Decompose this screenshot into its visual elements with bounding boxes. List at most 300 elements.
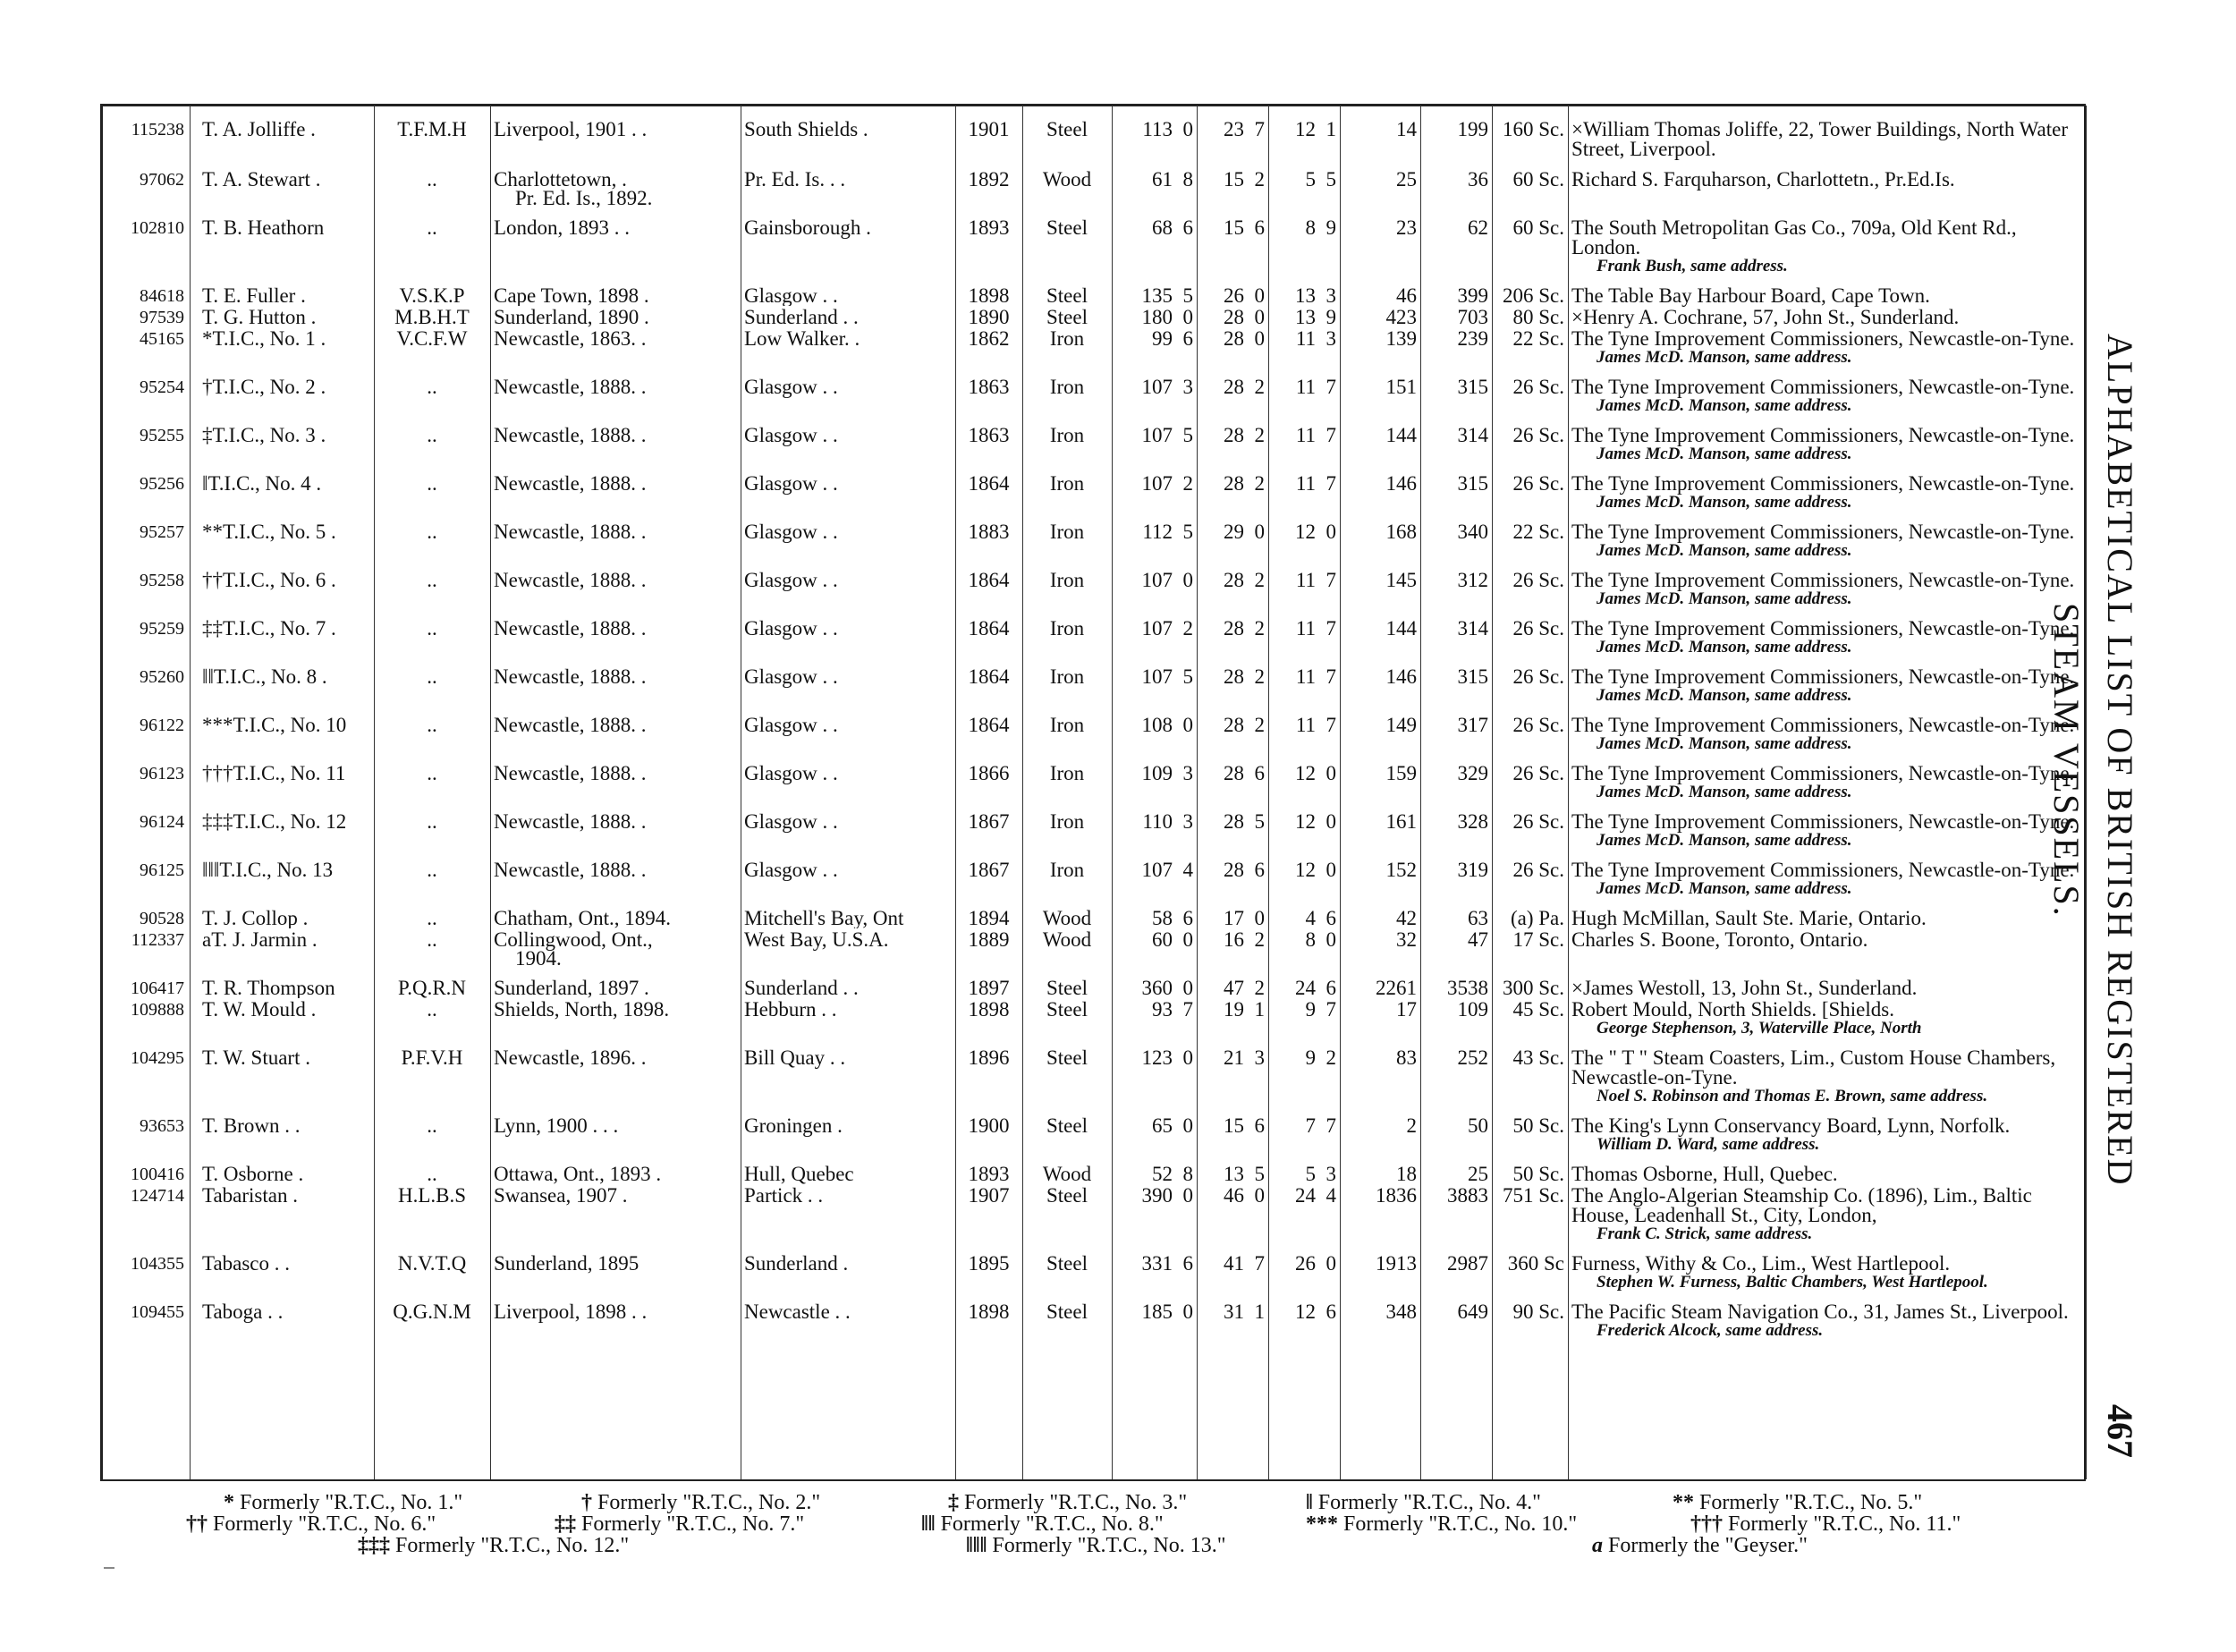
- length: [1112, 512, 1197, 560]
- built-at: Glasgow . .: [744, 617, 838, 640]
- length-ft: 109: [1141, 762, 1173, 784]
- official-number: 45165: [140, 329, 184, 349]
- horse-power: 751 Sc.: [1503, 1184, 1564, 1207]
- signal-letters: H.L.B.S: [397, 1184, 467, 1207]
- owner: [1568, 1243, 2084, 1292]
- net-tonnage: 32: [1396, 928, 1417, 951]
- port-of-registry: [490, 159, 741, 208]
- port-of-registry: [490, 968, 741, 998]
- signal-letters: ..: [427, 376, 437, 398]
- signal-letters: ..: [427, 168, 437, 191]
- depth-ft: 11: [1295, 376, 1316, 398]
- port-of-registry: [490, 109, 741, 159]
- net-tonnage: 2: [1406, 1114, 1417, 1137]
- breadth-in: 2: [1254, 424, 1265, 446]
- port-line: Newcastle, 1888. .: [494, 521, 647, 543]
- official-number: 95258: [140, 571, 184, 590]
- owner: [1568, 968, 2084, 998]
- depth: [1268, 1243, 1340, 1292]
- built-at: Partick . .: [744, 1184, 824, 1207]
- gross-tonnage: 315: [1457, 472, 1488, 495]
- depth-ft: 5: [1305, 168, 1316, 191]
- length-in: 5: [1182, 424, 1193, 446]
- breadth-in: 2: [1254, 977, 1265, 998]
- length: [1112, 898, 1197, 928]
- footnote: ‖‖‖ Formerly "R.T.C., No. 13.": [966, 1534, 1226, 1557]
- horse-power: 26 Sc.: [1512, 617, 1564, 640]
- length-in: 2: [1182, 472, 1193, 495]
- horse-power: 26 Sc.: [1512, 424, 1564, 446]
- built-at: Glasgow . .: [744, 284, 838, 306]
- net-tonnage: 161: [1385, 810, 1417, 833]
- horse-power: 17 Sc.: [1512, 928, 1564, 951]
- managing-owner: James McD. Manson, same address.: [1597, 493, 1852, 512]
- depth-in: 6: [1326, 1300, 1336, 1323]
- port-of-registry: [490, 801, 741, 850]
- length-in: 0: [1182, 977, 1193, 998]
- depth: [1268, 208, 1340, 275]
- breadth-ft: 47: [1224, 977, 1244, 998]
- depth-ft: 4: [1305, 907, 1316, 928]
- hull-material: Steel: [1046, 1114, 1088, 1137]
- official-number: 95260: [140, 667, 184, 687]
- breadth: [1197, 560, 1268, 608]
- vessel-name: T. J. Collop .: [202, 907, 309, 928]
- vessel-name: *T.I.C., No. 1 .: [202, 327, 326, 350]
- net-tonnage: 1836: [1376, 1184, 1417, 1207]
- depth: [1268, 275, 1340, 306]
- length-ft: 107: [1141, 859, 1173, 881]
- signal-letters: ..: [427, 928, 437, 951]
- official-number: 109455: [131, 1302, 184, 1322]
- hull-material: Steel: [1046, 284, 1088, 306]
- port-line: Shields, North, 1898.: [494, 998, 670, 1021]
- build-year: 1893: [968, 216, 1010, 239]
- depth: [1268, 1038, 1340, 1106]
- build-year: 1901: [968, 118, 1010, 140]
- vessel-row: [100, 109, 2084, 159]
- port-of-registry: [490, 705, 741, 753]
- managing-owner: James McD. Manson, same address.: [1597, 734, 1852, 753]
- net-tonnage: 146: [1385, 665, 1417, 688]
- depth-ft: 12: [1295, 859, 1316, 881]
- owner-name: Robert Mould, North Shields. [Shields.: [1571, 998, 1894, 1021]
- port-of-registry: [490, 367, 741, 415]
- breadth: [1197, 1154, 1268, 1184]
- breadth-ft: 17: [1224, 907, 1244, 928]
- vessel-row: [100, 327, 2084, 367]
- owner-name: Furness, Withy & Co., Lim., West Hartlepool.: [1571, 1252, 1951, 1275]
- depth: [1268, 560, 1340, 608]
- page-number: 467: [2100, 1404, 2140, 1458]
- owner-name: The Tyne Improvement Commissioners, Newcastle-on-Tyne.: [1571, 617, 2075, 640]
- owner-name: ×William Thomas Joliffe, 22, Tower Buildings, North Water Street, Liverpool.: [1571, 118, 2068, 160]
- breadth-ft: 28: [1224, 859, 1244, 881]
- depth-ft: 5: [1305, 1163, 1316, 1184]
- build-year: 1883: [968, 521, 1010, 543]
- length-in: 0: [1182, 1184, 1193, 1207]
- managing-owner: George Stephenson, 3, Waterville Place, North: [1597, 1019, 1922, 1038]
- breadth: [1197, 159, 1268, 208]
- port-line: Swansea, 1907 .: [494, 1184, 628, 1207]
- depth-in: 0: [1326, 762, 1336, 784]
- length-ft: 331: [1141, 1252, 1173, 1275]
- breadth-ft: 21: [1224, 1046, 1244, 1069]
- depth-in: 0: [1326, 859, 1336, 881]
- vessel-name: T. G. Hutton .: [202, 306, 317, 327]
- depth-ft: 9: [1305, 1046, 1316, 1069]
- breadth: [1197, 208, 1268, 275]
- owner-name: ×Henry A. Cochrane, 57, John St., Sunderland.: [1571, 306, 1960, 328]
- vessel-row: [100, 608, 2084, 657]
- depth: [1268, 928, 1340, 968]
- port-line: Chatham, Ont., 1894.: [494, 907, 672, 928]
- hull-material: Iron: [1049, 376, 1085, 398]
- signal-letters: ..: [427, 665, 437, 688]
- net-tonnage: 149: [1385, 714, 1417, 736]
- signal-letters: ..: [427, 216, 437, 239]
- built-at: Mitchell's Bay, Ont: [744, 907, 904, 928]
- length-in: 0: [1182, 1114, 1193, 1137]
- depth-ft: 11: [1295, 472, 1316, 495]
- build-year: 1893: [968, 1163, 1010, 1184]
- depth-in: 2: [1326, 1046, 1336, 1069]
- net-tonnage: 423: [1385, 306, 1417, 327]
- signal-letters: ..: [427, 1114, 437, 1137]
- built-at: Glasgow . .: [744, 521, 838, 543]
- breadth: [1197, 512, 1268, 560]
- built-at: Glasgow . .: [744, 376, 838, 398]
- vessel-name: **T.I.C., No. 5 .: [202, 521, 336, 543]
- breadth-ft: 15: [1224, 216, 1244, 239]
- owner-name: The Tyne Improvement Commissioners, Newcastle-on-Tyne.: [1571, 521, 2075, 543]
- net-tonnage: 23: [1396, 216, 1417, 239]
- footnote: * Formerly "R.T.C., No. 1.": [224, 1491, 463, 1514]
- footnote: † Formerly "R.T.C., No. 2.": [581, 1491, 821, 1514]
- depth-in: 0: [1326, 810, 1336, 833]
- owner-name: The Tyne Improvement Commissioners, Newcastle-on-Tyne.: [1571, 762, 2075, 784]
- breadth-in: 0: [1254, 907, 1265, 928]
- depth-in: 7: [1326, 424, 1336, 446]
- port-line: Newcastle, 1888. .: [494, 472, 647, 495]
- depth-ft: 11: [1295, 424, 1316, 446]
- owner-name: The Tyne Improvement Commissioners, Newcastle-on-Tyne.: [1571, 665, 2075, 688]
- vessel-name: Tabaristan .: [202, 1184, 298, 1207]
- breadth-ft: 28: [1224, 376, 1244, 398]
- build-year: 1898: [968, 998, 1010, 1021]
- length: [1112, 159, 1197, 208]
- depth-ft: 7: [1305, 1114, 1316, 1137]
- build-year: 1889: [968, 928, 1010, 951]
- depth-ft: 8: [1305, 216, 1316, 239]
- length-ft: 360: [1141, 977, 1173, 998]
- length-ft: 110: [1142, 810, 1173, 833]
- depth-ft: 11: [1295, 714, 1316, 736]
- port-of-registry: [490, 1292, 741, 1340]
- hull-material: Wood: [1042, 907, 1092, 928]
- signal-letters: ..: [427, 472, 437, 495]
- depth-ft: 13: [1295, 284, 1316, 306]
- depth-in: 0: [1326, 928, 1336, 951]
- depth: [1268, 159, 1340, 208]
- gross-tonnage: 319: [1457, 859, 1488, 881]
- length: [1112, 275, 1197, 306]
- gross-tonnage: 329: [1457, 762, 1488, 784]
- breadth-in: 6: [1254, 859, 1265, 881]
- owner-name: The Tyne Improvement Commissioners, Newcastle-on-Tyne.: [1571, 424, 2075, 446]
- length-ft: 61: [1152, 168, 1173, 191]
- signal-letters: ..: [427, 714, 437, 736]
- depth-in: 9: [1326, 306, 1336, 327]
- length: [1112, 463, 1197, 512]
- horse-power: 22 Sc.: [1512, 521, 1564, 543]
- built-at: Glasgow . .: [744, 569, 838, 591]
- depth: [1268, 306, 1340, 327]
- port-line: Sunderland, 1895: [494, 1252, 639, 1275]
- hull-material: Iron: [1049, 424, 1085, 446]
- breadth-ft: 15: [1224, 168, 1244, 191]
- owner: [1568, 1106, 2084, 1154]
- breadth-in: 2: [1254, 376, 1265, 398]
- horse-power: 45 Sc.: [1512, 998, 1564, 1021]
- depth-ft: 12: [1295, 521, 1316, 543]
- build-year: 1864: [968, 714, 1010, 736]
- gross-tonnage: 328: [1457, 810, 1488, 833]
- depth-ft: 12: [1295, 1300, 1316, 1323]
- horse-power: 26 Sc.: [1512, 569, 1564, 591]
- length-in: 3: [1182, 762, 1193, 784]
- breadth: [1197, 1106, 1268, 1154]
- built-at: Sunderland . .: [744, 977, 859, 998]
- length-in: 0: [1182, 714, 1193, 736]
- length: [1112, 1106, 1197, 1154]
- net-tonnage: 348: [1385, 1300, 1417, 1323]
- net-tonnage: 25: [1396, 168, 1417, 191]
- gross-tonnage: 25: [1468, 1163, 1488, 1184]
- build-year: 1864: [968, 617, 1010, 640]
- build-year: 1867: [968, 810, 1010, 833]
- port-of-registry: [490, 1154, 741, 1184]
- built-at: Glasgow . .: [744, 762, 838, 784]
- gross-tonnage: 239: [1457, 327, 1488, 350]
- gross-tonnage: 314: [1457, 424, 1488, 446]
- port-line: Newcastle, 1888. .: [494, 376, 647, 398]
- vessel-name: T. B. Heathorn: [202, 216, 325, 239]
- horse-power: 90 Sc.: [1512, 1300, 1564, 1323]
- footnote: ††† Formerly "R.T.C., No. 11.": [1690, 1512, 1961, 1536]
- port-of-registry: [490, 657, 741, 705]
- signal-letters: ..: [427, 617, 437, 640]
- net-tonnage: 144: [1385, 617, 1417, 640]
- breadth: [1197, 928, 1268, 968]
- breadth-ft: 31: [1224, 1300, 1244, 1323]
- breadth-ft: 13: [1224, 1163, 1244, 1184]
- owner-name: The Tyne Improvement Commissioners, Newcastle-on-Tyne.: [1571, 810, 2075, 833]
- length-in: 0: [1182, 118, 1193, 140]
- vessel-name: ‡T.I.C., No. 3 .: [202, 424, 326, 446]
- owner: [1568, 657, 2084, 705]
- side-title: ALPHABETICAL LIST OF BRITISH REGISTERED STEAM VESSELS.: [2046, 334, 2140, 1187]
- horse-power: 60 Sc.: [1512, 216, 1564, 239]
- length: [1112, 1184, 1197, 1243]
- horse-power: 43 Sc.: [1512, 1046, 1564, 1069]
- signal-letters: M.B.H.T: [394, 306, 470, 327]
- gross-tonnage: 63: [1468, 907, 1488, 928]
- breadth-in: 0: [1254, 327, 1265, 350]
- owner-name: The South Metropolitan Gas Co., 709a, Old Kent Rd., London.: [1571, 216, 2017, 258]
- depth: [1268, 1292, 1340, 1340]
- net-tonnage: 152: [1385, 859, 1417, 881]
- net-tonnage: 14: [1396, 118, 1417, 140]
- breadth: [1197, 998, 1268, 1038]
- vessel-row: [100, 208, 2084, 275]
- length-ft: 107: [1141, 472, 1173, 495]
- breadth: [1197, 415, 1268, 463]
- net-tonnage: 17: [1396, 998, 1417, 1021]
- gross-tonnage: 317: [1457, 714, 1488, 736]
- horse-power: 22 Sc.: [1512, 327, 1564, 350]
- vessel-row: [100, 1184, 2084, 1243]
- gross-tonnage: 62: [1468, 216, 1488, 239]
- vessel-name: ***T.I.C., No. 10: [202, 714, 347, 736]
- breadth-in: 2: [1254, 472, 1265, 495]
- length: [1112, 850, 1197, 898]
- net-tonnage: 139: [1385, 327, 1417, 350]
- vessel-name: ‡‡‡T.I.C., No. 12: [202, 810, 347, 833]
- length-in: 3: [1182, 810, 1193, 833]
- port-line: Sunderland, 1897 .: [494, 977, 649, 998]
- official-number: 90528: [140, 909, 184, 928]
- horse-power: 50 Sc.: [1512, 1163, 1564, 1184]
- signal-letters: P.Q.R.N: [397, 977, 467, 998]
- footnote: ** Formerly "R.T.C., No. 5.": [1673, 1491, 1923, 1514]
- breadth-in: 7: [1254, 118, 1265, 140]
- length: [1112, 1292, 1197, 1340]
- length: [1112, 109, 1197, 159]
- port-line: Charlottetown, .: [494, 168, 627, 191]
- vessel-row: [100, 1292, 2084, 1340]
- breadth-ft: 28: [1224, 762, 1244, 784]
- managing-owner: Noel S. Robinson and Thomas E. Brown, same address.: [1597, 1087, 1988, 1106]
- port-of-registry: [490, 275, 741, 306]
- horse-power: 50 Sc.: [1512, 1114, 1564, 1137]
- depth: [1268, 608, 1340, 657]
- port-line: Sunderland, 1890 .: [494, 306, 649, 327]
- owner: [1568, 1154, 2084, 1184]
- official-number: 95254: [140, 377, 184, 397]
- built-at: Low Walker. .: [744, 327, 860, 350]
- official-number: 95256: [140, 474, 184, 494]
- horse-power: 26 Sc.: [1512, 859, 1564, 881]
- vessel-row: [100, 928, 2084, 968]
- net-tonnage: 46: [1396, 284, 1417, 306]
- gross-tonnage: 649: [1457, 1300, 1488, 1323]
- breadth: [1197, 1184, 1268, 1243]
- vessel-rows: [100, 109, 2084, 1340]
- length-ft: 58: [1152, 907, 1173, 928]
- built-at: Groningen .: [744, 1114, 843, 1137]
- built-at: Glasgow . .: [744, 859, 838, 881]
- build-year: 1867: [968, 859, 1010, 881]
- hull-material: Steel: [1046, 1252, 1088, 1275]
- vessel-name: ‖‖‖T.I.C., No. 13: [202, 859, 334, 881]
- depth-ft: 12: [1295, 118, 1316, 140]
- length-ft: 112: [1142, 521, 1173, 543]
- port-of-registry: [490, 753, 741, 801]
- breadth-in: 1: [1254, 1300, 1265, 1323]
- length-in: 6: [1182, 1252, 1193, 1275]
- hull-material: Iron: [1049, 859, 1085, 881]
- owner-name: The King's Lynn Conservancy Board, Lynn, Norfolk.: [1571, 1114, 2011, 1137]
- official-number: 100416: [131, 1165, 184, 1184]
- hull-material: Iron: [1049, 762, 1085, 784]
- gross-tonnage: 2987: [1447, 1252, 1488, 1275]
- hull-material: Steel: [1046, 118, 1088, 140]
- breadth: [1197, 850, 1268, 898]
- managing-owner: William D. Ward, same address.: [1597, 1135, 1820, 1154]
- footnote: ‖‖ Formerly "R.T.C., No. 8.": [921, 1512, 1164, 1536]
- horse-power: 26 Sc.: [1512, 810, 1564, 833]
- gross-tonnage: 199: [1457, 118, 1488, 140]
- build-year: 1864: [968, 569, 1010, 591]
- owner-name: The Anglo-Algerian Steamship Co. (1896), Lim., Baltic House, Leadenhall St., City, London,: [1571, 1184, 2032, 1226]
- length-in: 4: [1182, 859, 1193, 881]
- port-of-registry: [490, 850, 741, 898]
- breadth-in: 0: [1254, 306, 1265, 327]
- net-tonnage: 159: [1385, 762, 1417, 784]
- managing-owner: James McD. Manson, same address.: [1597, 783, 1852, 801]
- owner-name: The " T " Steam Coasters, Lim., Custom House Chambers, Newcastle-on-Tyne.: [1571, 1046, 2056, 1089]
- port-of-registry: [490, 512, 741, 560]
- horse-power: 26 Sc.: [1512, 714, 1564, 736]
- owner: [1568, 928, 2084, 968]
- breadth-in: 2: [1254, 665, 1265, 688]
- build-year: 1892: [968, 168, 1010, 191]
- length: [1112, 560, 1197, 608]
- port-line: Liverpool, 1901 . .: [494, 118, 648, 140]
- build-year: 1862: [968, 327, 1010, 350]
- owner: [1568, 898, 2084, 928]
- build-year: 1896: [968, 1046, 1010, 1069]
- vessel-name: ‡‡T.I.C., No. 7 .: [202, 617, 336, 640]
- length: [1112, 306, 1197, 327]
- owner-name: The Tyne Improvement Commissioners, Newcastle-on-Tyne.: [1571, 569, 2075, 591]
- breadth-in: 6: [1254, 762, 1265, 784]
- owner: [1568, 850, 2084, 898]
- built-at: Glasgow . .: [744, 810, 838, 833]
- port-line: Newcastle, 1896. .: [494, 1046, 647, 1069]
- depth: [1268, 1106, 1340, 1154]
- breadth-in: 3: [1254, 1046, 1265, 1069]
- breadth: [1197, 1038, 1268, 1106]
- signal-letters: ..: [427, 569, 437, 591]
- breadth: [1197, 705, 1268, 753]
- port-of-registry: [490, 1106, 741, 1154]
- built-at: Glasgow . .: [744, 424, 838, 446]
- hull-material: Iron: [1049, 714, 1085, 736]
- gross-tonnage: 315: [1457, 376, 1488, 398]
- vessel-row: [100, 998, 2084, 1038]
- owner-name: Thomas Osborne, Hull, Quebec.: [1571, 1163, 1838, 1185]
- gross-tonnage: 3883: [1447, 1184, 1488, 1207]
- depth-in: 6: [1326, 977, 1336, 998]
- owner-name: The Tyne Improvement Commissioners, Newcastle-on-Tyne.: [1571, 859, 2075, 881]
- length-ft: 185: [1141, 1300, 1173, 1323]
- hull-material: Wood: [1042, 168, 1092, 191]
- length-in: 0: [1182, 1300, 1193, 1323]
- official-number: 93653: [140, 1116, 184, 1136]
- breadth-ft: 28: [1224, 714, 1244, 736]
